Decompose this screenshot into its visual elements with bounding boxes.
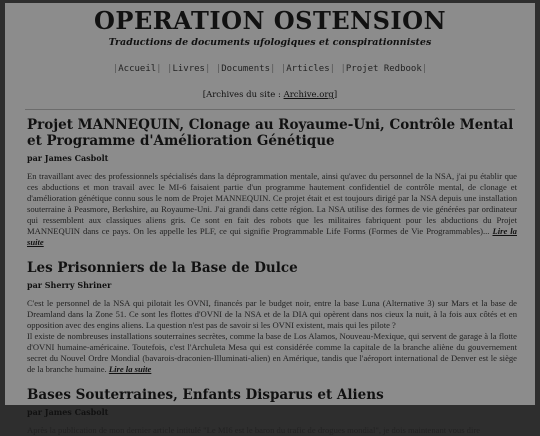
nav-item-livres[interactable]: Livres — [172, 64, 205, 74]
main-nav: |Accueil| |Livres| |Documents| |Articles| |Projet Redbook| — [112, 64, 428, 74]
nav-item-documents[interactable]: Documents — [221, 64, 270, 74]
article-excerpt: C'est le personnel de la NSA qui pilotait les OVNI, financés par le budget noir, entre la base Luna (Alternative 3) sur Mars et la base de Dreamland dans la Zone 51. Ce sont les flottes d'OVNI de la NSA et de la DIA qui opèrent dans nos cieux la nuit, à la fois aux côtés et en opposition avec des engins aliens. La question n'est pas de savoir si les OVNI existent, mais qui les pilote ? Il existe de nombreuses installations souterraines secrètes, comme la base de Los Alamos, Nouveau-Mexique, qui servent de garage à la flotte d'OVNI humaine-américaine. Toutefois, c'est l'Archuleta Mesa qui est considérée comme la capitale de la branche aliène du gouvernement secret du Nouvel Ordre Mondial (bavarois-draconien-Illuminati-alien) en Amérique, tandis que l'aéroport international de Denver est le siège de la branche humaine. Lire la suite — [27, 298, 517, 374]
read-more-link[interactable]: Lire la suite — [27, 226, 517, 247]
nav-item-articles[interactable]: Articles — [286, 64, 330, 74]
article-excerpt: En travaillant avec des professionnels spécialisés dans la déprogrammation mentale, ainsi qu'avec du personnel de la NSA, j'ai pu établir que ces abductions et mon travail avec le MI-6 faisaient partie d'un programme hautement confidentiel de contrôle mental, de clonage et d'amélioration génétique connu sous le nom de Projet MANNEQUIN. Ce projet était et est toujours dirigé par la NSA depuis une installation souterraine à Peasmore, Berkshire, au Royaume-Uni. J'ai grandi dans cette région. La NSA utilise des formes de vie générées par ordinateur qui ressemblent aux classiques aliens gris. Ce sont en fait des robots que les militaires fabriquent pour les abductions du Projet MANNEQUIN dans ce pays. On les appelle les PLF, ce qui signifie Programmable Life Forms (Formes de Vie Programmables)... Lire la suite — [27, 171, 517, 247]
article-author: par James Casbolt — [27, 153, 109, 163]
read-more-link[interactable]: Lire la suite — [108, 364, 152, 374]
archive-org-link[interactable]: Archive.org — [283, 90, 334, 100]
article-author: par Sherry Shriner — [27, 280, 112, 290]
article-author: par James Casbolt — [27, 407, 109, 417]
article-title[interactable]: Bases Souterraines, Enfants Disparus et Aliens — [27, 387, 384, 403]
site-tagline: Traductions de documents ufologiques et conspirationnistes — [108, 37, 432, 48]
article-dulce — [27, 260, 517, 375]
article-title[interactable]: Les Prisonniers de la Base de Dulce — [27, 260, 298, 276]
divider — [25, 109, 515, 110]
article-title[interactable]: Projet MANNEQUIN, Clonage au Royaume-Uni, Contrôle Mental et Programme d'Amélioration Génétique — [27, 117, 514, 149]
archives-notice: [Archives du site : Archive.org] — [202, 90, 338, 100]
site-title[interactable]: OPERATION OSTENSION — [93, 6, 446, 35]
header — [5, 8, 535, 75]
article-excerpt: Après la publication de mon dernier article intitulé "Le MI6 est le baron du trafic de drogues mondial", je dois maintenant vous dire — [27, 425, 481, 435]
nav-item-accueil[interactable]: Accueil — [118, 64, 157, 74]
article-bases-souterraines — [27, 387, 517, 436]
article-mannequin — [27, 117, 517, 248]
nav-item-projet-redbook[interactable]: Projet Redbook — [345, 64, 422, 74]
page — [5, 3, 535, 435]
